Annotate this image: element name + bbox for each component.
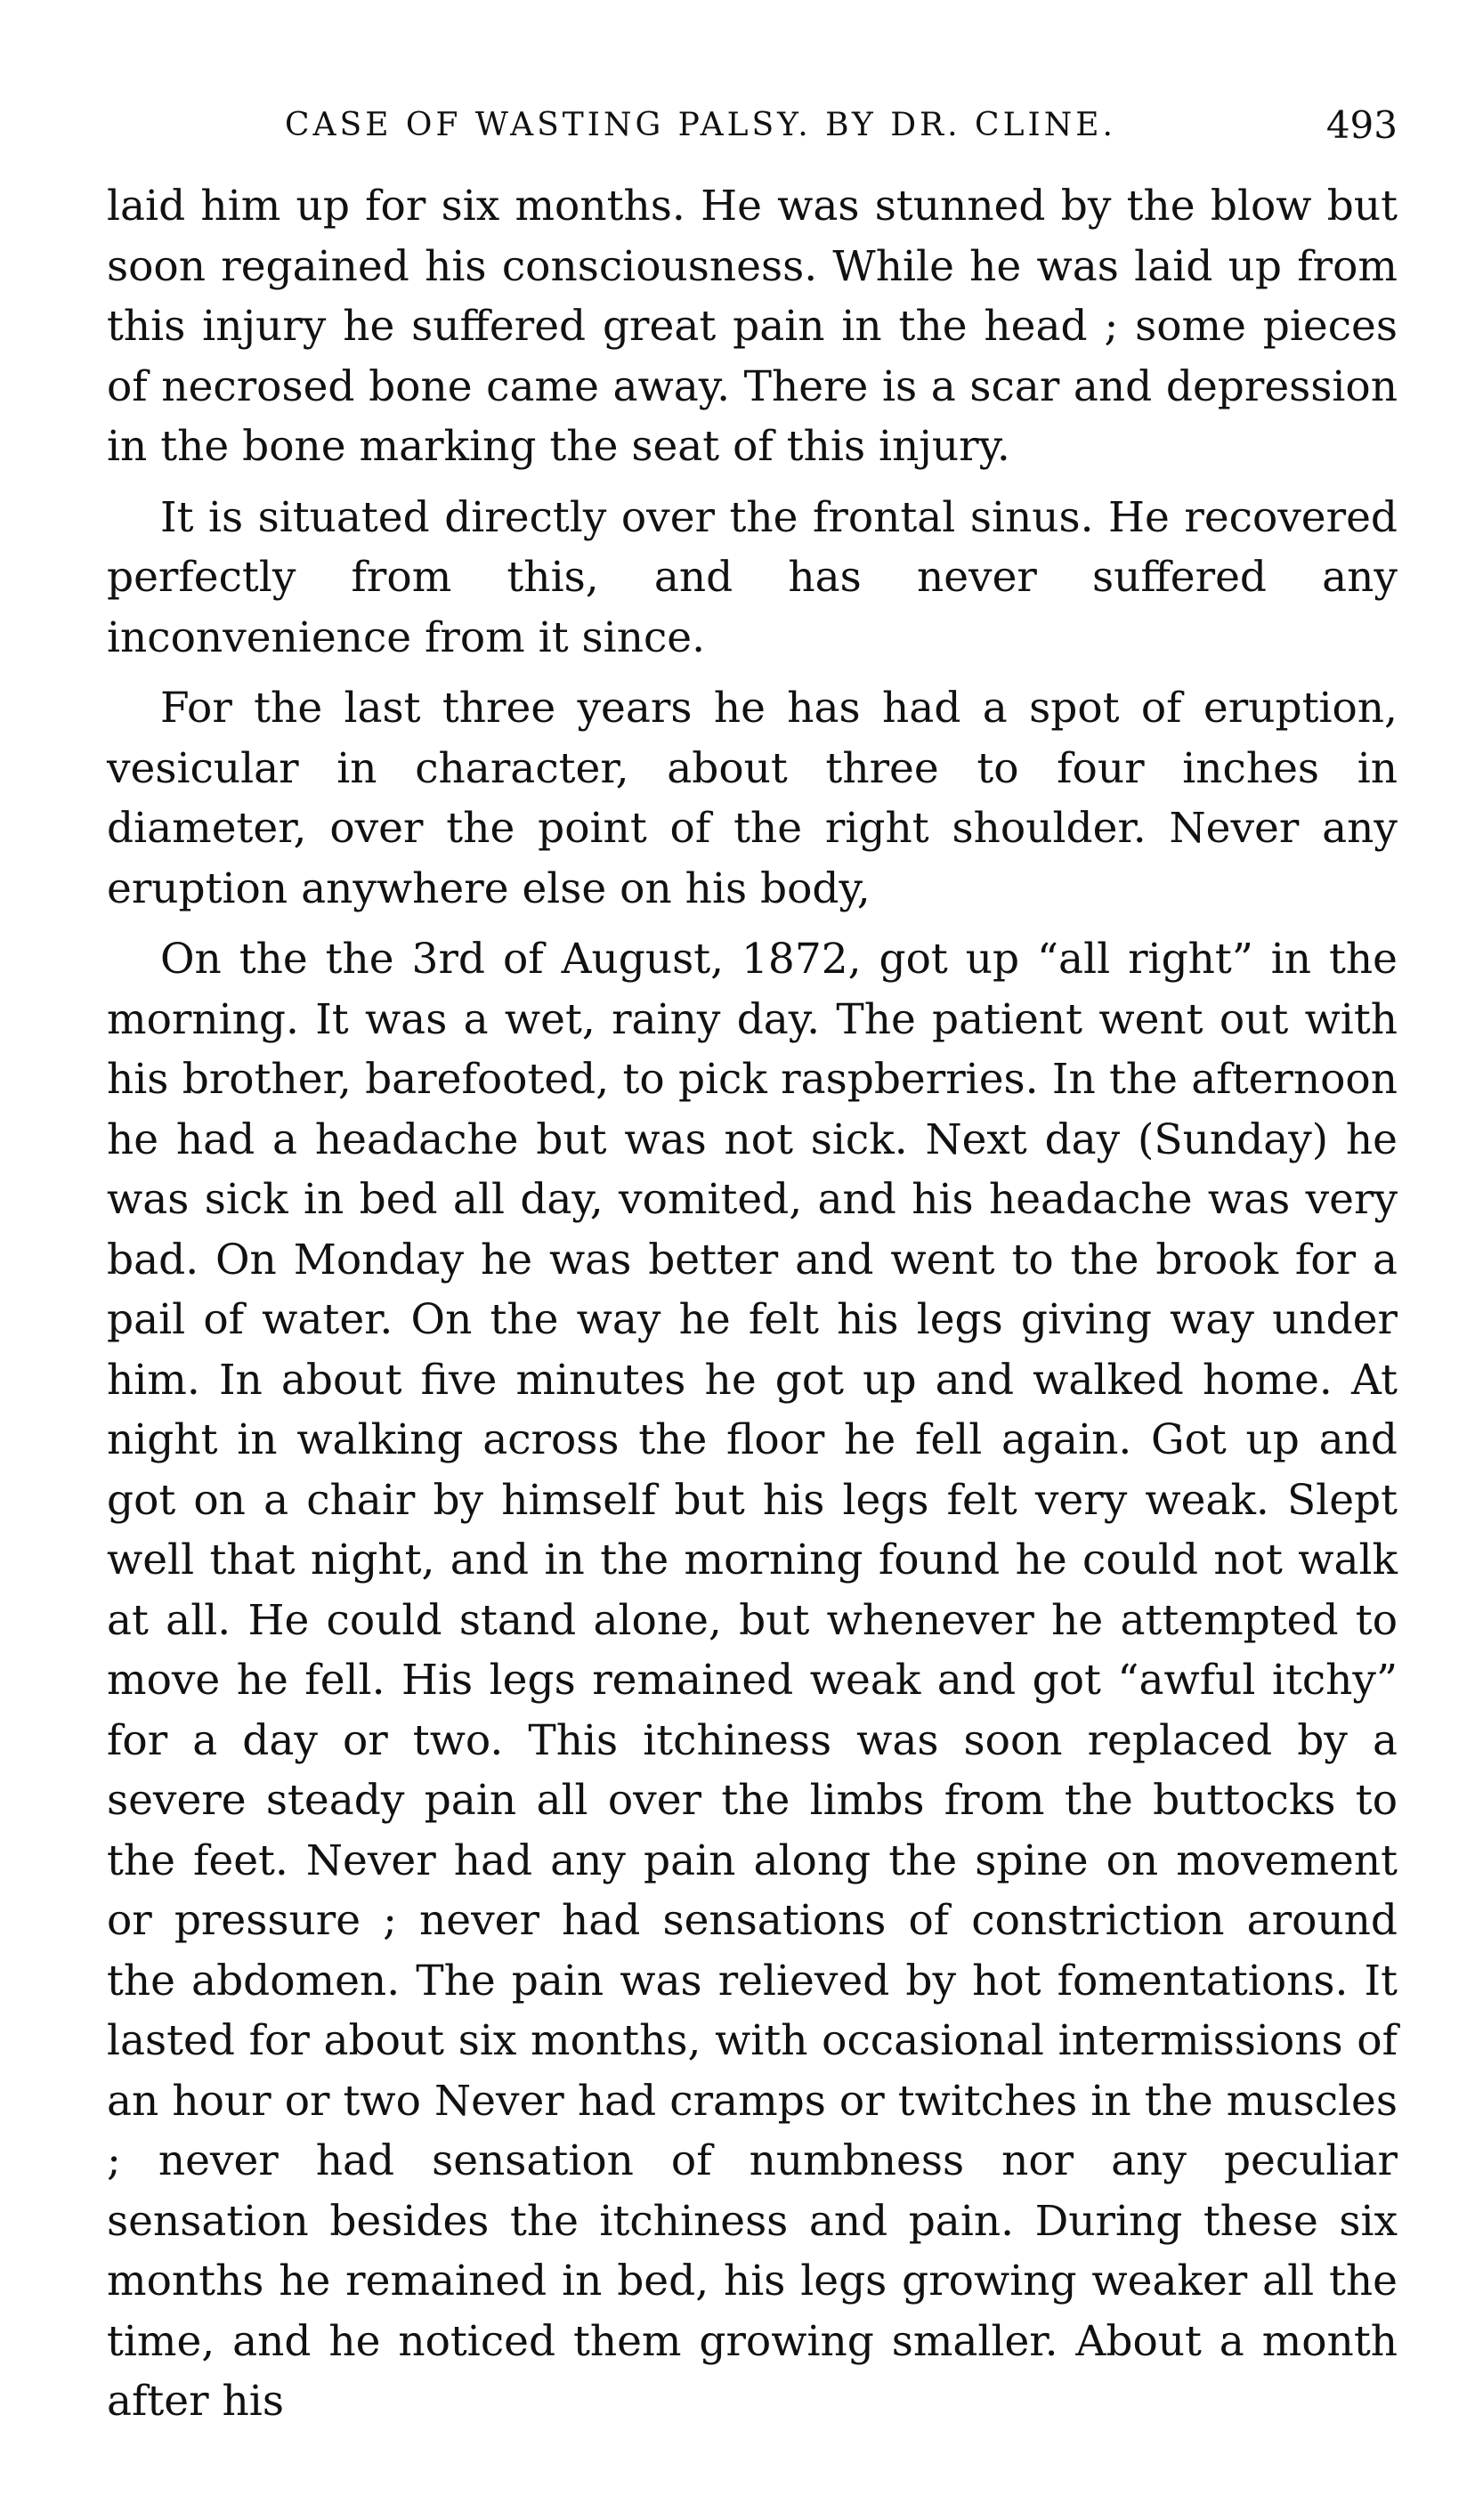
page-number: 493 xyxy=(1325,103,1398,147)
book-page xyxy=(107,98,1398,2443)
paragraph-2: It is situated directly over the frontal sinus. He recovered perfectly from this, and has never suffered any inconvenience from it since. xyxy=(107,492,1398,662)
paragraph-4: On the the 3rd of August, 1872, got up “all right” in the morning. It was a wet, rainy day. The patient went out with his brother, barefooted, to pick raspberries. In the afternoon he had a headache but was not sick. Next day (Sunday) he was sick in bed all day, vomited, and his headache was very bad. On Monday he was better and went to the brook for a pail of water. On the way he felt his legs giving way under him. In about five minutes he got up and walked home. At night in walking across the floor he fell again. Got up and got on a chair by himself but his legs felt very weak. Slept well that night, and in the morning found he could not walk at all. He could stand alone, but whenever he attempted to move he fell. His legs remained weak and got “awful itchy” for a day or two. This itchiness was soon replaced by a severe steady pain all over the limbs from the buttocks to the feet. Never had any pain along the spine on movement or pressure ; never had sensations of constriction around the abdomen. The pain was relieved by hot fomentations. It lasted for about six months, with occasional intermissions of an hour or two Never had cramps or twitches in the muscles ; never had sensation of numbness nor any peculiar sensation besides the itchiness and pain. During these six months he remained in bed, his legs growing weaker all the time, and he noticed them growing smaller. About a month after his xyxy=(107,935,1398,2426)
paragraph-1: laid him up for six months. He was stunned by the blow but soon regained his consciousness. While he was laid up from this injury he suffered great pain in the head ; some pieces of necrosed bone came away. There is a scar and depression in the bone marking the seat of this injury. xyxy=(107,182,1398,471)
body-text xyxy=(107,176,1398,2432)
paragraph-3: For the last three years he has had a spot of eruption, vesicular in character, about three to four inches in diameter, over the point of the right shoulder. Never any eruption anywhere else on his body, xyxy=(107,684,1398,913)
running-title: CASE OF WASTING PALSY. BY DR. CLINE. xyxy=(285,107,1116,143)
running-head xyxy=(107,98,1398,151)
